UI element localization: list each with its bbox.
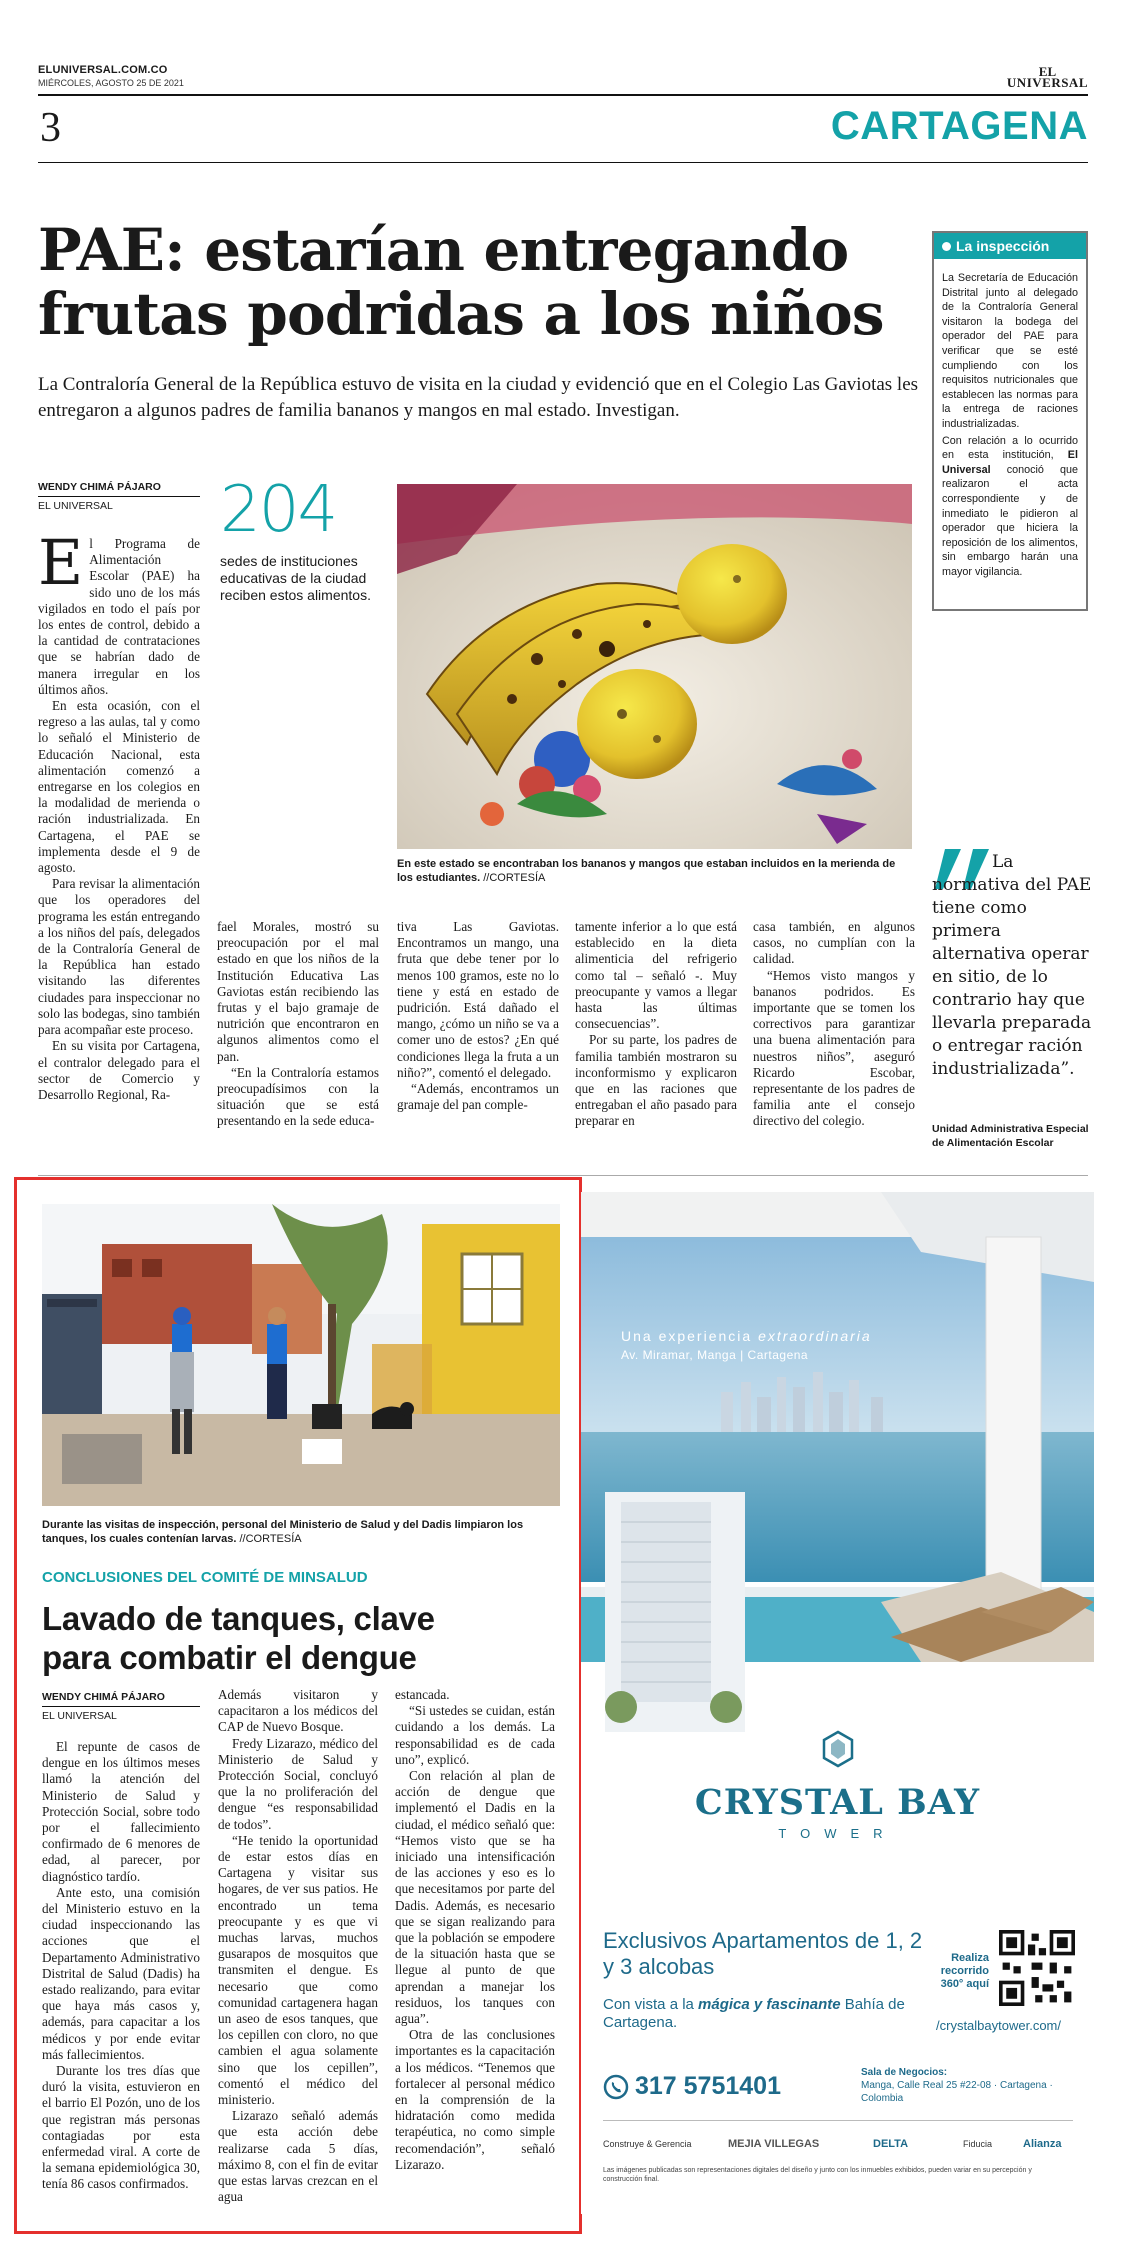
ad-phone-number[interactable]: 317 5751401 — [635, 2072, 781, 2100]
dengue-column-3: estancada. “Si ustedes se cuidan, están cuidando a los demás. La responsabilidad es de cada uno”, explicó. Con relación al plan de acción de dengue que implementó el Dadis en la ciudad, el médico señaló que: “Hemos visto que se ha iniciado una intensificación de las acciones y eso es lo que necesitamos por parte del Dadis. Además, es necesario que se sigan realizando para que la población se empodere de la situación hasta que se llegue al punto de que aprendan a manejar los residuos, los tanques con agua”. Otra de las conclusiones importantes es la capacitación a los médicos. “Tenemos que fortalecer al personal médico en la comprensión de la hidratación como medida terapéutica, no como simple recomendación”, señaló Lizarazo. — [395, 1687, 555, 2172]
site-url[interactable]: ELUNIVERSAL.COM.CO — [38, 64, 168, 76]
page-number: 3 — [40, 105, 61, 151]
main-headline: PAE: estarían entregando frutas podridas a los niños — [38, 216, 884, 348]
ad-disclaimer: Las imágenes publicadas son representaciones digitales del diseño y junto con los inmuebles exhibidos, pueden variar en su percepción y construcción final. — [603, 2167, 1032, 2183]
ad-builder-label: Construye & Gerencia — [603, 2139, 692, 2149]
newspaper-logo: EL UNIVERSAL — [1006, 64, 1088, 90]
main-column-4: tamente inferior a lo que está establecido en la dieta alimenticia del refrigerio como tal – señaló -. Muy preocupante y vamos a llegar hasta las últimas consecuencias”. Por su parte, los padres de familia también mostraron su inconformismo y explicaron que en las raciones que entregaban el año pasado para preparar en — [575, 919, 737, 1129]
section-rule — [38, 162, 1088, 163]
byline-author: WENDY CHIMÁ PÁJARO — [42, 1691, 200, 1707]
ad-360-tour-label: Realiza recorrido 360° aquí — [940, 1952, 989, 1990]
dengue-byline — [42, 1691, 200, 1722]
fruit-photo-caption: En este estado se encontraban los bananos y mangos que estaban incluidos en la merienda de los estudiantes. //CORTESÍA — [397, 858, 896, 884]
delta-logo: DELTA — [873, 2138, 909, 2150]
publication-date: MIÉRCOLES, AGOSTO 25 DE 2021 — [38, 78, 184, 88]
byline-org: EL UNIVERSAL — [42, 1710, 117, 1722]
ad-footer — [603, 2132, 1083, 2156]
alianza-logo: Alianza — [1023, 2138, 1062, 2150]
main-deck: La Contraloría General de la República estuvo de visita en la ciudad y evidenció que en el Colegio Las Gaviotas les entregaron a algunos padres de familia bananos y mangos en mal estado. Investigan. — [38, 374, 919, 421]
main-byline — [38, 481, 200, 512]
ad-rule — [603, 2120, 1073, 2121]
byline-org: EL UNIVERSAL — [38, 500, 113, 512]
fruit-photo — [397, 484, 912, 849]
crystal-bay-ad[interactable] — [581, 1192, 1094, 2214]
street-photo — [42, 1204, 560, 1506]
sidebar-title: La inspección — [934, 233, 1086, 259]
ad-brand-sub: TOWER — [778, 1826, 897, 1841]
byline-author: WENDY CHIMÁ PÁJARO — [38, 481, 200, 497]
ad-website-link[interactable]: /crystalbaytower.com/ — [936, 2018, 1061, 2033]
masthead-rule — [38, 94, 1088, 96]
photo-credit: //CORTESÍA — [483, 872, 546, 884]
main-column-2: fael Morales, mostró su preocupación por el mal estado en que los niños de la Institución Educativa Las Gaviotas están recibiendo las frutas y el bajo gramaje de nutrición que encontraron en algunos alimentos como el pan. “En la Contraloría estamos preocupadísimos con la situación que se está presentando en la sede educa- — [217, 919, 379, 1129]
dengue-column-1: El repunte de casos de dengue en los últimos meses llamó la atención del Ministerio de Salud y Protección Social, sobre todo por el fallecimiento confirmado de 6 menores de edad, al parecer, por diagnóstico tardío. Ante esto, una comisión del Ministerio estuvo en la ciudad inspeccionando las acciones que el Departamento Administrativo Distrital de Salud (Dadis) ha estado realizando, para evitar que haya más casos y, además, para capacitar a los médicos y por ende evitar más fallecimientos. Durante los tres días que duró la visita, estuvieron en el barrio El Pozón, uno de los que registran más personas contagiadas por esta enfermedad viral. A corte de la semana epidemiológica 30, tenía 86 casos confirmados. — [42, 1739, 200, 2192]
whatsapp-icon — [603, 2074, 629, 2100]
main-column-3: tiva Las Gaviotas. Encontramos un mango, una fruta que debe tener por lo menos 100 gramos, este no lo tiene y está en estado de pudrición. Está dañado el mango, ¿cómo un niño se va a comer uno de estos? ¿En qué condiciones llega la fruta a un niño?”, comentó el delegado. “Además, encontramos un gramaje del pan comple- — [397, 919, 559, 1113]
dengue-headline: Lavado de tanques, clave para combatir el dengue — [42, 1600, 435, 1676]
ad-sales-office: Sala de Negocios: Manga, Calle Real 25 #22-08 · Cartagena · Colombia — [861, 2067, 1053, 2104]
dengue-column-2: Además visitaron y capacitaron a los médicos del CAP de Nuevo Bosque. Fredy Lizarazo, médico del Ministerio de Salud y Protección Social, concluyó que la no proliferación del dengue “es responsabilidad de todos”. “He tenido la oportunidad de estar estos días en Cartagena y visitar sus hogares, de ver sus patios. He encontrado un tema preocupante y es que vi muchas larvas, muchos gusarapos de mosquitos que transmiten el dengue. Es necesario que como comunidad cartagenera hagan un aseo de esos tanques, que los cepillen con cloro, no que cambien el agua solamente sino que los cepillen”, comentó el médico del ministerio. Lizarazo señaló además que esta acción debe realizarse cada 5 días, máximo 8, con el fin de evitar que estas larvas crezcan en el agua — [218, 1687, 378, 2205]
bullet-icon — [942, 242, 951, 251]
qr-code-icon[interactable] — [999, 1930, 1075, 2006]
ad-subheadline: Con vista a la mágica y fascinante Bahía de Cartagena. — [603, 1996, 905, 2031]
sidebar-body: La Secretaría de Educación Distrital junto al delegado de la Contraloría General visitaron la bodega del operador del PAE para verificar que se esté cumpliendo con los requisitos nutricionales que establecen las normas para la entrega de raciones industrializadas. Con relación a lo ocurrido en esta institución, El Universal conoció que realizaron el acta correspondiente y de inmediato le pidieron al operador que hiciera la reposición de los alimentos, sin embargo harán una mayor vigilancia. — [942, 272, 1078, 578]
dengue-kicker: CONCLUSIONES DEL COMITÉ DE MINSALUD — [42, 1569, 368, 1586]
ad-brand-name: CRYSTAL BAY — [694, 1782, 981, 1823]
stat-text: sedes de instituciones educativas de la ciudad reciben estos alimentos. — [220, 553, 371, 603]
ad-scene-image — [581, 1192, 1094, 1812]
ad-headline: Exclusivos Apartamentos de 1, 2 y 3 alcobas — [603, 1928, 923, 1979]
pull-quote: La normativa del PAE tiene como primera alternativa operar en sitio, de lo contrario hay que llevarla preparada o entregar ración industrializada”. — [932, 852, 1092, 1079]
pull-quote-source: Unidad Administrativa Especial de Alimentación Escolar — [932, 1123, 1089, 1149]
inspection-sidebar — [932, 231, 1088, 611]
section-divider — [38, 1175, 1088, 1176]
photo-credit: //CORTESÍA — [239, 1533, 302, 1545]
section-title: CARTAGENA — [830, 104, 1088, 148]
ad-location: Av. Miramar, Manga | Cartagena — [621, 1348, 809, 1362]
ad-fiducia-label: Fiducia — [963, 2139, 993, 2149]
main-column-5: casa también, en algunos casos, no cumplían con la calidad. “Hemos visto mangos y bananos podridos. Es importante que se tomen los correctivos para garantizar una buena alimentación para nuestros niños”, aseguró Ricardo Escobar, representante de los padres de familia ante el consejo directivo del colegio. — [753, 919, 915, 1129]
street-photo-caption: Durante las visitas de inspección, personal del Ministerio de Salud y del Dadis limpiaron los tanques, los cuales contenían larvas. //CORTESÍA — [42, 1519, 524, 1545]
stat-number: 204 — [220, 473, 337, 547]
main-column-1: El Programa de Alimentación Escolar (PAE) ha sido uno de los más vigilados en todo el país por los entes de control, debido a la cantidad de contrataciones que se habrían dado de manera irregular en los últimos años. En esta ocasión, con el regreso a las aulas, tal y como lo señaló el Ministerio de Educación Nacional, esta alimentación comenzó a entregarse en los colegios en la modalidad de merienda o ración industrializada. En Cartagena, el PAE se implementa desde el 9 de agosto. Para revisar la alimentación que los operadores del programa les están entregando a los niños del país, delegados de la Contraloría General de la República han estado visitando las diferentes ciudades para inspeccionar no solo las bodegas, sino también para acompañar este proceso. En su visita por Cartagena, el contralor delegado para el sector de Comercio y Desarrollo Regional, Ra- — [38, 526, 200, 1102]
ad-tagline: Una experiencia extraordinaria — [621, 1328, 872, 1344]
mejia-villegas-logo: MEJIA VILLEGAS — [728, 2138, 820, 2150]
dropcap: E — [38, 526, 84, 599]
